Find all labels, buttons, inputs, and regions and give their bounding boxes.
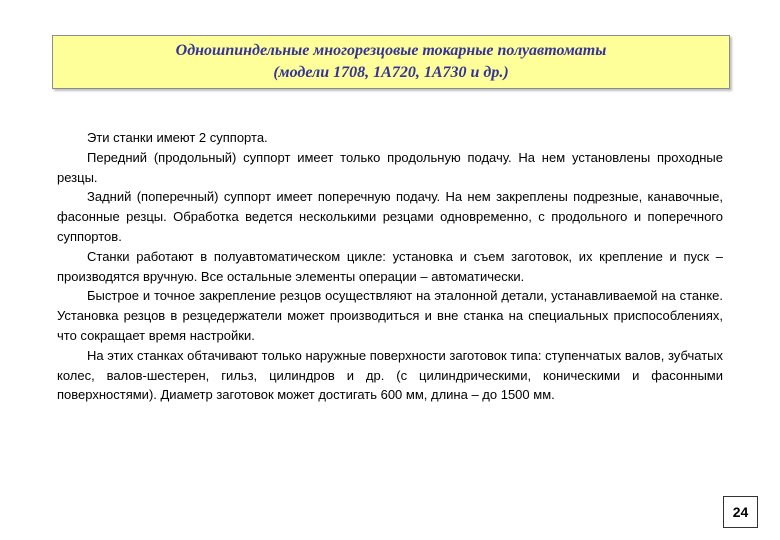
slide-title-line-2: (модели 1708, 1А720, 1А730 и др.) — [273, 64, 509, 81]
slide-title-box — [52, 35, 730, 89]
paragraph-6: На этих станках обтачивают только наружные поверхности заготовок типа: ступенчатых валов, зубчатых колес, валов-шестерен, гильз, цилиндров и др. (с цилиндрическими, коническими и фасонными поверхностями). Диаметр заготовок может достигать 600 мм, длина – до 1500 мм. — [57, 347, 723, 403]
paragraph-1: Эти станки имеют 2 суппорта. — [87, 130, 268, 145]
paragraph-4: Станки работают в полуавтоматическом цикле: установка и съем заготовок, их крепление и пуск – производятся вручную. Все остальные элементы операции – автоматически. — [57, 248, 723, 284]
paragraph-5: Быстрое и точное закрепление резцов осуществляют на эталонной детали, устанавливаемой на станке. Установка резцов в резцедержатели может производиться и вне станка на специальных приспособлениях, что сокращает время настройки. — [57, 288, 723, 343]
paragraph-3: Задний (поперечный) суппорт имеет поперечную подачу. На нем закреплены подрезные, канавочные, фасонные резцы. Обработка ведется несколькими резцами одновременно, с продольного и поперечного суппортов. — [57, 189, 723, 244]
slide-title-line-1: Одношпиндельные многорезцовые токарные полуавтоматы — [175, 42, 607, 59]
page-number: 24 — [723, 496, 758, 528]
paragraph-2: Передний (продольный) суппорт имеет только продольную подачу. На нем установлены проходные резцы. — [57, 149, 723, 185]
body-text — [57, 128, 723, 405]
